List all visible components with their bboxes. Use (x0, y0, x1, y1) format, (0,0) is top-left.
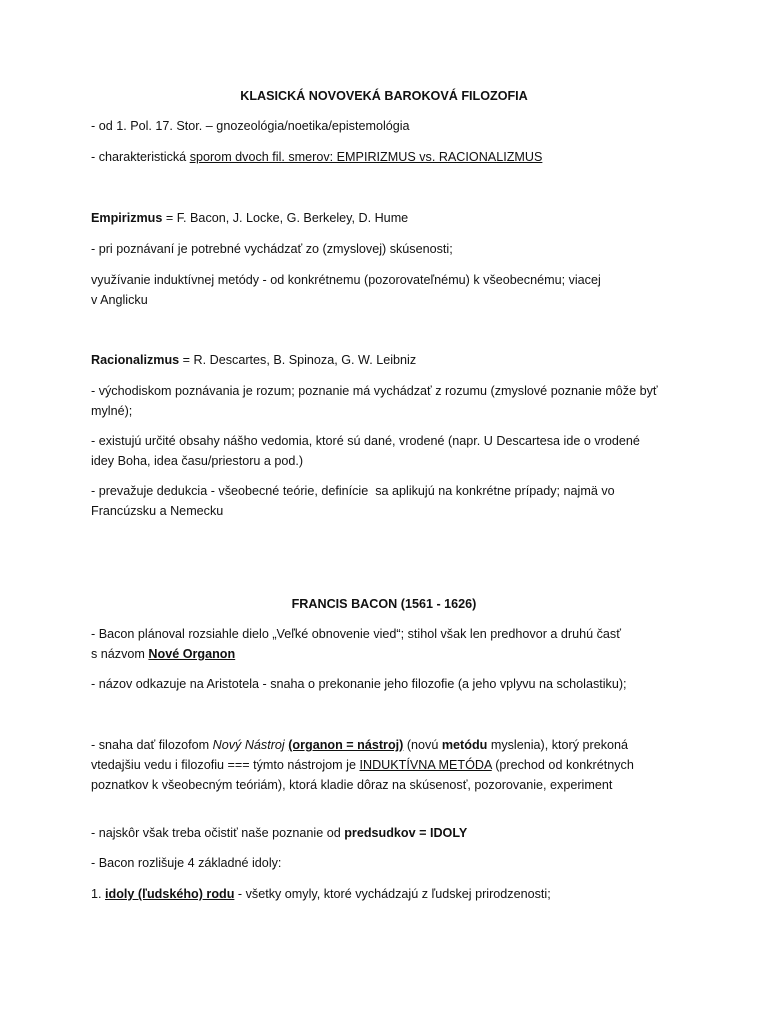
bacon-heading: FRANCIS BACON (1561 - 1626) (291, 597, 477, 611)
idol-number: 1. (91, 887, 106, 901)
predsudkov-idoly: predsudkov = IDOLY (344, 826, 468, 840)
organon-definition: (organon = nástroj) (288, 738, 404, 752)
racionalizmus-point-2: - existujú určité obsahy nášho vedomia, ktoré sú dané, vrodené (napr. U Descartesa ide o vrodené idey Boha, idea času/priestoru a pod.) (91, 434, 640, 468)
bacon-point-3-a: - snaha dať filozofom (91, 738, 213, 752)
racionalizmus-names: = R. Descartes, B. Spinoza, G. W. Leibniz (179, 353, 417, 367)
period-line: - od 1. Pol. 17. Stor. – gnozeológia/noetika/epistemológia (91, 119, 410, 133)
nove-organon-title: Nové Organon (148, 647, 236, 661)
bacon-point-3 (91, 735, 691, 795)
racionalizmus-point-1: - východiskom poznávania je rozum; poznanie má vychádzať z rozumu (zmyslové poznanie môže byť mylné); (91, 384, 658, 418)
idol-description: - všetky omyly, ktoré vychádzajú z ľudskej prirodzenosti; (234, 887, 551, 901)
empirizmus-point-2: využívanie induktívnej metódy - od konkrétnemu (pozorovateľnému) k všeobecnému; viacej v Anglicku (91, 273, 601, 307)
bacon-point-4-text: - najskôr však treba očistiť naše poznanie od (91, 826, 345, 840)
empirizmus-label: Empirizmus (91, 211, 163, 225)
characteristic-underlined: sporom dvoch fil. smerov: EMPIRIZMUS vs. RACIONALIZMUS (189, 150, 543, 164)
empirizmus-line (91, 208, 691, 228)
novy-nastroj-italic: Nový Nástroj (212, 738, 285, 752)
racionalizmus-point-3: - prevažuje dedukcia - všeobecné teórie, definície sa aplikujú na konkrétne prípady; najmä vo Francúzsku a Nemecku (91, 484, 615, 518)
metodu-bold: metódu (441, 738, 488, 752)
empirizmus-names: = F. Bacon, J. Locke, G. Berkeley, D. Hume (162, 211, 409, 225)
bacon-point-3-e: (prechod od konkrétnych poznatkov k všeobecným teóriám), ktorá kladie dôraz na skúsenosť, pozorovanie, experiment (91, 758, 634, 792)
bacon-point-5: - Bacon rozlišuje 4 základné idoly: (91, 856, 282, 870)
racionalizmus-label: Racionalizmus (91, 353, 180, 367)
bacon-point-4 (91, 823, 691, 843)
empirizmus-point-1: - pri poznávaní je potrebné vychádzať zo (zmyslovej) skúsenosti; (91, 242, 453, 256)
bacon-point-2: - názov odkazuje na Aristotela - snaha o prekonanie jeho filozofie (a jeho vplyvu na scholastiku); (91, 677, 627, 691)
idoly-rodu: idoly (ľudského) rodu (105, 887, 235, 901)
bacon-point-6 (91, 884, 691, 904)
document-title: KLASICKÁ NOVOVEKÁ BAROKOVÁ FILOZOFIA (240, 89, 528, 103)
racionalizmus-line (91, 350, 691, 370)
characteristic-prefix: - charakteristická (91, 150, 190, 164)
induktivna-metoda: INDUKTÍVNA METÓDA (359, 758, 492, 772)
bacon-point-1 (91, 624, 691, 664)
bacon-point-3-d: myslenia), ktorý prekoná vtedajšiu vedu i filozofiu === týmto nástrojom je (91, 738, 629, 772)
characteristic-line (91, 147, 691, 167)
bacon-point-1-text: - Bacon plánoval rozsiahle dielo „Veľké obnovenie vied“; stihol však len predhovor a druhú časť s názvom (91, 627, 621, 661)
bacon-point-3-c: (novú (403, 738, 442, 752)
